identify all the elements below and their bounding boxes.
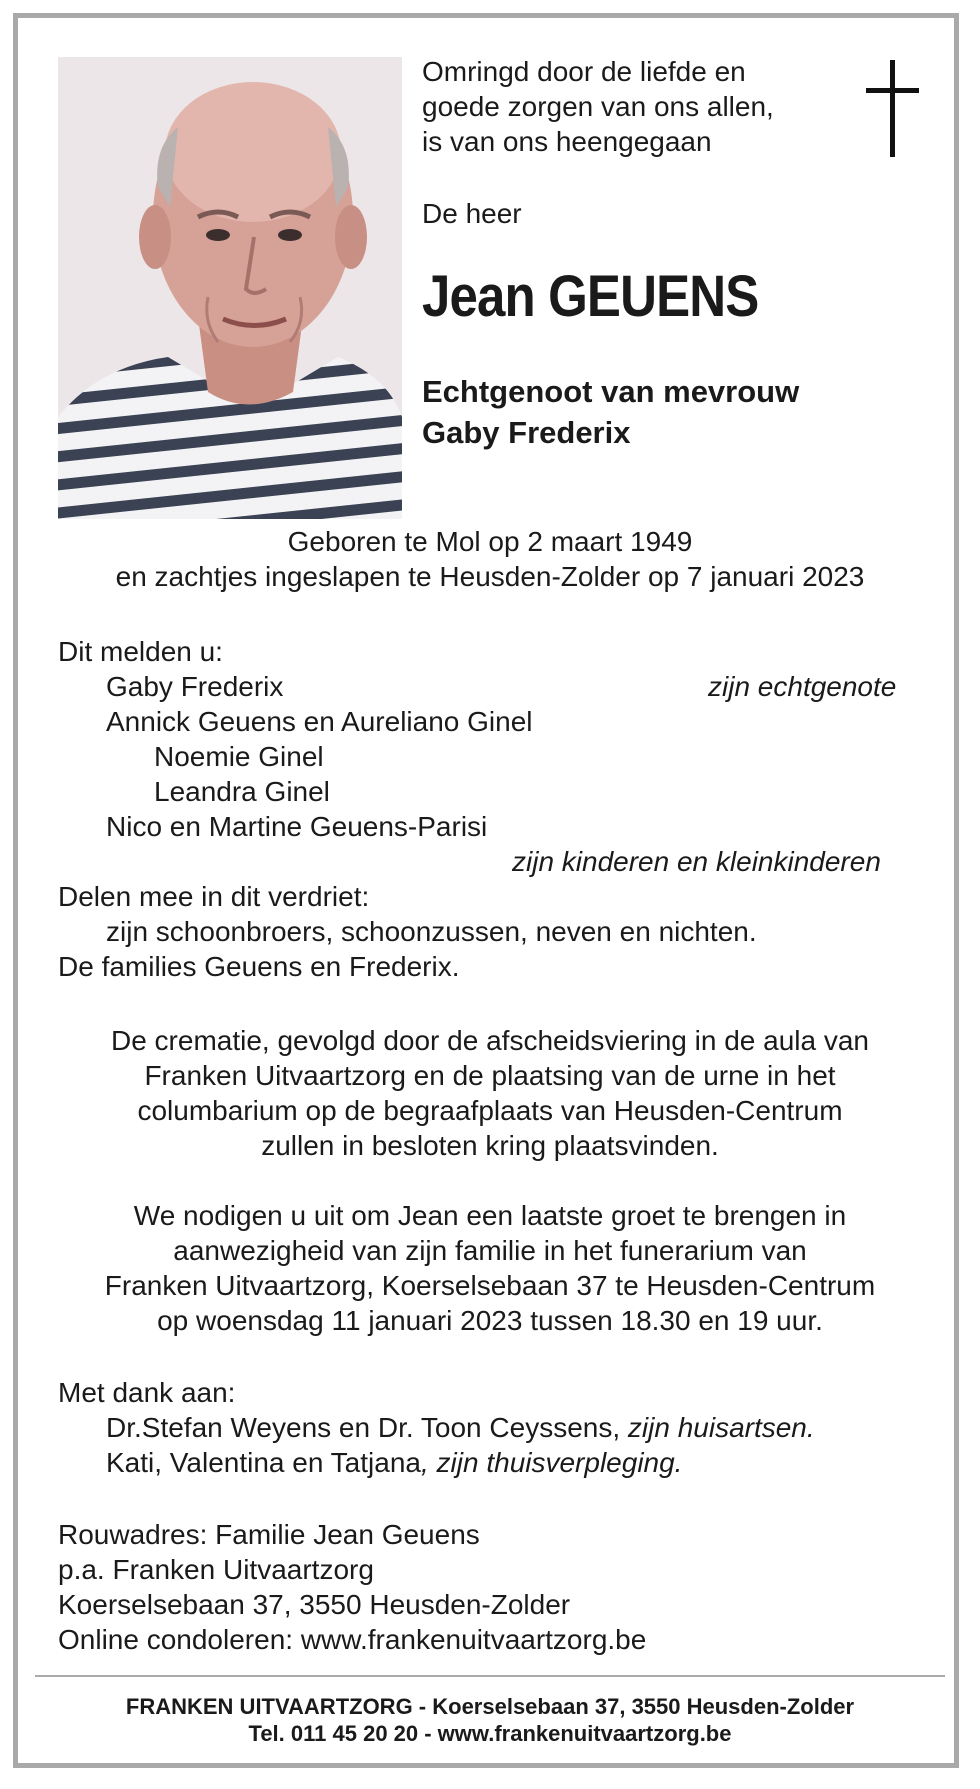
thanks-nurses <box>106 1445 682 1480</box>
death-line: en zachtjes ingeslapen te Heusden-Zolder op 7 januari 2023 <box>115 561 865 592</box>
cross-icon <box>866 60 922 160</box>
families-line: De families Geuens en Frederix. <box>58 951 460 982</box>
intro-line: is van ons heengegaan <box>422 126 712 157</box>
ceremony-line: De crematie, gevolgd door de afscheidsviering in de aula van <box>110 1025 869 1056</box>
visit-line: Franken Uitvaartzorg, Koerselsebaan 37 te Heusden-Centrum <box>104 1270 876 1301</box>
thanks-heading: Met dank aan: <box>58 1377 236 1408</box>
visit-line: op woensdag 11 januari 2023 tussen 18.30 en 19 uur. <box>157 1305 823 1336</box>
thanks-doctors <box>106 1410 815 1445</box>
grief-heading: Delen mee in dit verdriet: <box>58 881 370 912</box>
footer-company: FRANKEN UITVAARTZORG - Koerselsebaan 37, 3550 Heusden-Zolder <box>125 1694 855 1719</box>
spouse-line: Echtgenoot van mevrouw <box>422 374 800 409</box>
children-role: zijn kinderen en kleinkinderen <box>512 846 881 877</box>
address-line: p.a. Franken Uitvaartzorg <box>58 1554 374 1585</box>
intro-line: Omringd door de liefde en <box>422 56 746 87</box>
footer-contact: Tel. 011 45 20 20 - www.frankenuitvaartzorg.be <box>248 1721 732 1746</box>
spouse-role: zijn echtgenote <box>708 671 897 702</box>
child-line: Annick Geuens en Aureliano Ginel <box>106 706 533 737</box>
deceased-name: Jean GEUENS <box>422 264 759 329</box>
footer-divider <box>35 1675 945 1677</box>
birth-line: Geboren te Mol op 2 maart 1949 <box>287 526 693 557</box>
child-line: Nico en Martine Geuens-Parisi <box>106 811 488 842</box>
salutation: De heer <box>422 198 522 229</box>
address-line: Koerselsebaan 37, 3550 Heusden-Zolder <box>58 1589 571 1620</box>
nurses-role: , zijn thuisverpleging. <box>420 1447 683 1478</box>
portrait-photo <box>58 57 402 519</box>
ceremony-line: Franken Uitvaartzorg en de plaatsing van de urne in het <box>144 1060 836 1091</box>
spouse-line: Gaby Frederix <box>422 415 631 450</box>
condolence-line: Online condoleren: www.frankenuitvaartzorg.be <box>58 1624 647 1655</box>
doctors-role: zijn huisartsen. <box>620 1412 815 1443</box>
relatives-line: zijn schoonbroers, schoonzussen, neven en nichten. <box>106 916 757 947</box>
address-line: Rouwadres: Familie Jean Geuens <box>58 1519 480 1550</box>
spouse-name: Gaby Frederix <box>106 671 284 702</box>
ceremony-line: zullen in besloten kring plaatsvinden. <box>261 1130 719 1161</box>
grandchild-line: Leandra Ginel <box>154 776 330 807</box>
visit-line: aanwezigheid van zijn familie in het funerarium van <box>173 1235 807 1266</box>
doctors-names: Dr.Stefan Weyens en Dr. Toon Ceyssens, <box>106 1412 621 1443</box>
intro-line: goede zorgen van ons allen, <box>422 91 774 122</box>
grandchild-line: Noemie Ginel <box>154 741 324 772</box>
visit-line: We nodigen u uit om Jean een laatste groet te brengen in <box>133 1200 847 1231</box>
announcers-heading: Dit melden u: <box>58 636 223 667</box>
nurses-names: Kati, Valentina en Tatjana <box>106 1447 421 1478</box>
ceremony-line: columbarium op de begraafplaats van Heusden-Centrum <box>137 1095 843 1126</box>
